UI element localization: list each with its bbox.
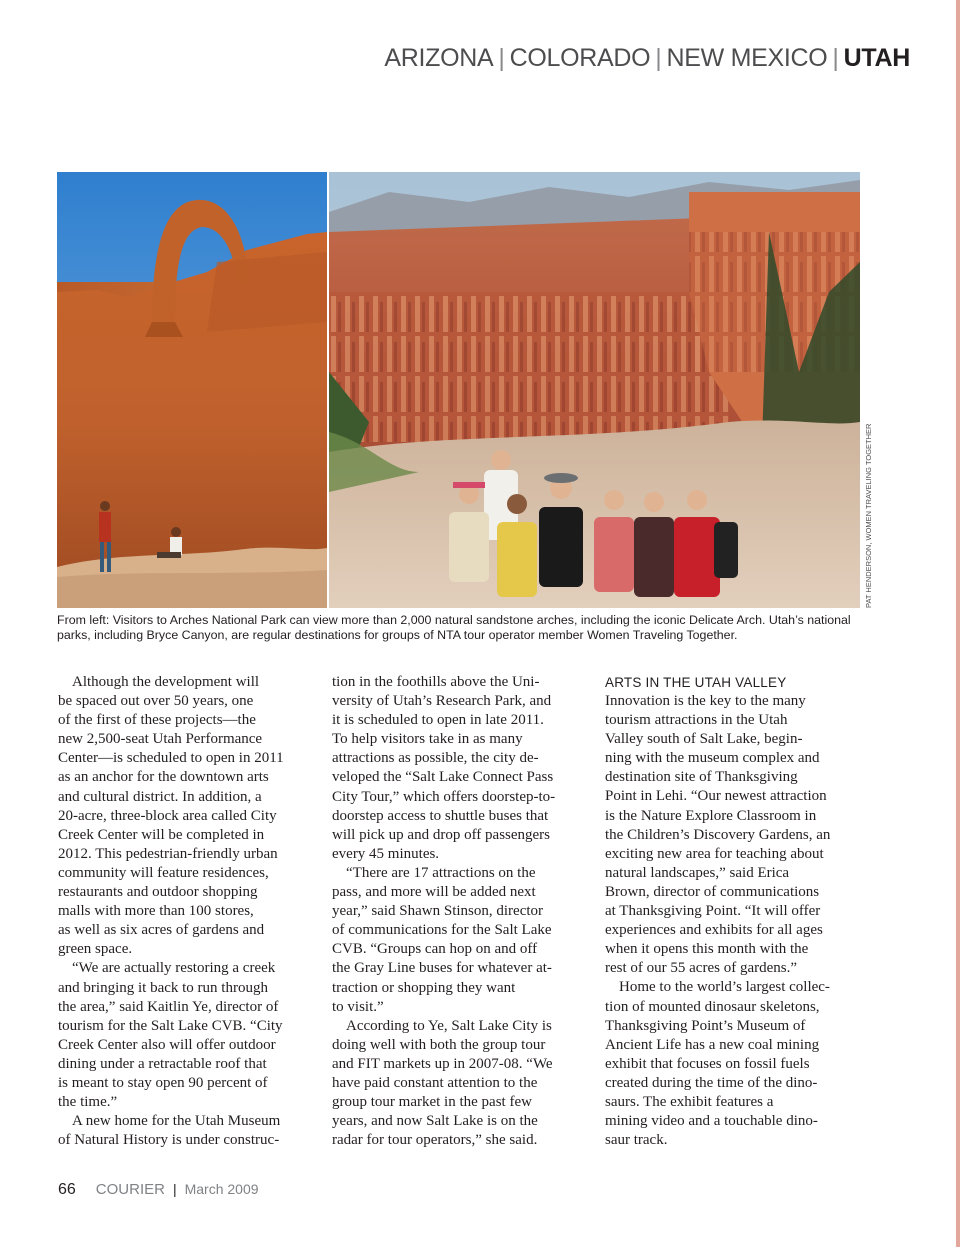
- paragraph: Innovation is the key to the many tourism attractions in the Utah Valley south of Salt Lake, begin- ning with the museum complex and destination site of Thanksgiving Point in Lehi. “Our newest attraction is the Nature Explore Classroom in the Children’s Discovery Gardens, an exciting new area for teaching about natural landscapes,” said Erica Brown, director of communications at Thanksgiving Point. “It will offer experiences and exhibits for all ages when it opens this month with the rest of our 55 acres of gardens.”: [605, 693, 831, 977]
- publication-name: COURIER: [95, 1181, 165, 1198]
- header-state-arizona: ARIZONA: [384, 44, 494, 72]
- paragraph: “We are actually restoring a creek and bringing it back to run through the area,” said Kaitlin Ye, director of tourism for the Salt Lake CVB. “City Creek Center also will offer outdoor dining under a retractable roof that is meant to stay open 90 percent of the time.”: [58, 960, 283, 1111]
- page-edge-accent: [956, 0, 960, 1247]
- bryce-canyon-illustration: [329, 172, 860, 608]
- paragraph: Although the development will be spaced out over 50 years, one of the first of these projects—the new 2,500-seat Utah Performance Center—is scheduled to open in 2011 as an anchor for the downtown arts and cultural district. In addition, a 20-acre, three-block area called City Creek Center will be completed in 2012. This pedestrian-friendly urban community will feature residences, restaurants and outdoor shopping malls with more than 100 stores, as well as six acres of gardens and green space.: [58, 674, 284, 958]
- page-footer: [58, 1181, 259, 1199]
- section-subheading: ARTS IN THE UTAH VALLEY: [605, 675, 787, 690]
- header-state-utah-active: UTAH: [843, 44, 910, 72]
- header-separator: |: [498, 44, 505, 72]
- delicate-arch-illustration: [57, 172, 327, 608]
- header-separator: |: [832, 44, 839, 72]
- article-column-2: [332, 673, 594, 1150]
- page-number: 66: [58, 1181, 76, 1198]
- paragraph: A new home for the Utah Museum of Natural History is under construc-: [58, 1113, 281, 1149]
- paragraph: tion in the foothills above the Uni- versity of Utah’s Research Park, and it is scheduled to open in late 2011. To help visitors take in as many attractions as possible, the city de- veloped the “Salt Lake Connect Pass City Tour,” which offers doorstep-to- doorstep access to shuttle buses that will pick up and drop off passengers every 45 minutes.: [332, 674, 556, 862]
- delicate-arch-photo: [57, 172, 327, 608]
- header-state-colorado: COLORADO: [509, 44, 651, 72]
- paragraph: Home to the world’s largest collec- tion of mounted dinosaur skeletons, Thanksgiving Point’s Museum of Ancient Life has a new coal mining exhibit that focuses on fossil fuels created during the time of the dino- saurs. The exhibit features a mining video and a touchable dino- saur track.: [605, 979, 830, 1149]
- article-column-3: [605, 673, 875, 1150]
- issue-date: March 2009: [184, 1181, 259, 1197]
- section-header: [0, 44, 910, 73]
- paragraph: “There are 17 attractions on the pass, and more will be added next year,” said Shawn Stinson, director of communications for the Salt Lake CVB. “Groups can hop on and off the Gray Line buses for whatever at- traction or shopping they want to visit.”: [332, 864, 552, 1015]
- footer-separator: |: [172, 1181, 177, 1197]
- paragraph: According to Ye, Salt Lake City is doing well with both the group tour and FIT markets up in 2007-08. “We have paid constant attention to the group tour market in the past few years, and now Salt Lake is on the radar for tour operators,” she said.: [332, 1017, 553, 1149]
- bryce-canyon-group-photo: [329, 172, 860, 608]
- header-state-new-mexico: NEW MEXICO: [666, 44, 828, 72]
- article-column-1: [58, 673, 328, 1150]
- header-separator: |: [655, 44, 662, 72]
- photo-credit: PAT HENDERSON, WOMEN TRAVELING TOGETHER: [864, 423, 873, 608]
- photo-caption: From left: Visitors to Arches National Park can view more than 2,000 natural sandstone arches, including the iconic Delicate Arch. Utah’s national parks, including Bryce Canyon, are regular destinations for groups of NTA tour operator member Women Traveling Together.: [57, 613, 851, 642]
